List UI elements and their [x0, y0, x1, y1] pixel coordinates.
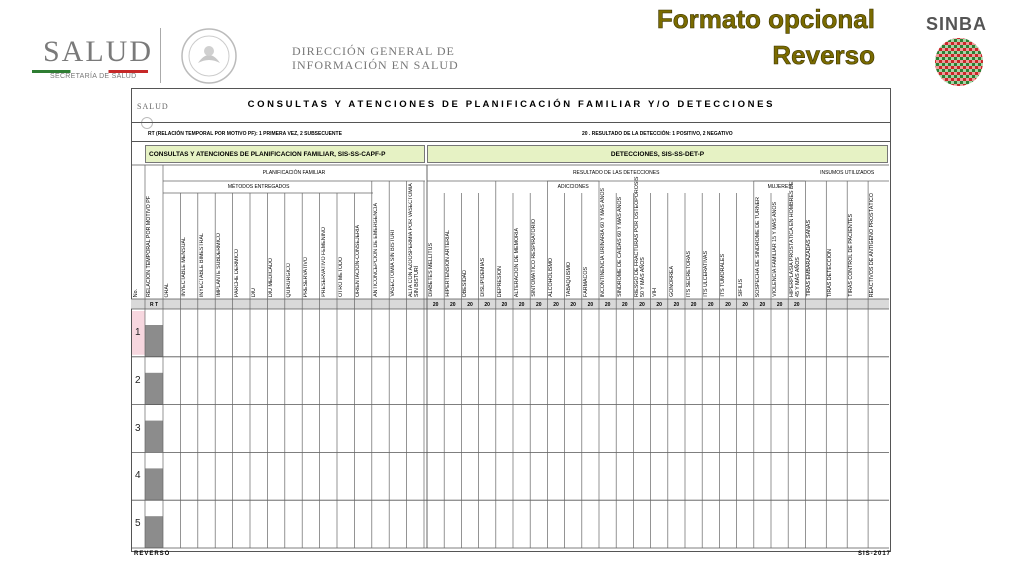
section-detecciones: DETECCIONES, SIS-SS-DET-P	[427, 145, 888, 163]
col-no: No.	[133, 288, 139, 297]
result-code: 20	[742, 302, 748, 308]
result-code: 20	[656, 302, 662, 308]
col-det: ALCOHOLISMO	[548, 258, 555, 297]
col-insumo: REACTIVOS DE ANTÍGENO PROSTÁTICO	[869, 192, 876, 297]
result-code: 20	[450, 302, 456, 308]
result-code: 20	[501, 302, 508, 308]
col-pf: PRESERVATIVO FEMENINO	[320, 227, 327, 297]
dgis-line-1: DIRECCIÓN GENERAL DE	[292, 44, 455, 58]
col-det: SÍNDROME DE CAÍDAS 60 Y MÁS AÑOS	[617, 197, 624, 297]
result-code: 20	[725, 302, 731, 308]
col-pf: INYECTABLE MENSUAL	[181, 237, 188, 297]
row-rt-shade	[145, 373, 163, 405]
col-pf: ANTICONCEPCIÓN DE EMERGENCIA	[372, 203, 379, 297]
col-det: DISLIPIDEMIAS	[479, 258, 486, 297]
footer-code: SIS-2017	[858, 551, 892, 557]
result-code: 20	[639, 302, 645, 308]
row-rt-shade	[145, 468, 163, 500]
col-pf: PRESERVATIVO	[303, 256, 310, 297]
col-det: HIPERPLASIA PROSTÁTICA EN HOMBRES DE 45 Y MÁS AÑOS	[789, 181, 802, 297]
col-det: ITS SECRETORAS	[686, 250, 692, 297]
salud-logo-text: SALUD	[43, 35, 154, 68]
col-det: DEPRESIÓN	[496, 265, 503, 297]
col-pf: DIU MEDICADO	[268, 257, 275, 297]
result-code: 20	[484, 302, 490, 308]
result-code: 20	[518, 302, 525, 308]
col-det: FÁRMACOS	[582, 266, 589, 297]
col-insumo: TIRAS EMBARAZADAS SANAS	[806, 220, 813, 297]
result-code: 20	[570, 302, 576, 308]
result-code: 20	[622, 302, 628, 308]
result-code: 20	[553, 302, 559, 308]
result-code: 20	[536, 302, 542, 308]
result-legend: 20 . RESULTADO DE LA DETECCIÓN: 1 POSITIVO, 2 NEGATIVO	[582, 131, 733, 137]
sinba-logo-text: SINBA	[926, 14, 988, 34]
col-det: ITS TUMORALES	[720, 254, 727, 297]
result-code: 20	[794, 302, 800, 308]
result-code: 20	[708, 302, 714, 308]
result-code: 20	[690, 302, 697, 308]
form-mini-logo-text: SALUD	[137, 102, 169, 111]
col-det: DIABETES MELLITUS	[428, 243, 434, 297]
col-det: ALTERACIÓN DE MEMORIA	[514, 227, 520, 297]
result-code: 20	[776, 302, 783, 308]
result-code: 20	[467, 302, 473, 308]
section-planificacion: CONSULTAS Y ATENCIONES DE PLANIFICACION FAMILIAR, SIS-SS-CAPF-P	[145, 145, 425, 163]
row-number: 5	[135, 518, 141, 530]
result-code: 20	[432, 302, 439, 308]
col-pf: VASECTOMÍA SIN BISTURÍ	[390, 230, 397, 297]
row-number: 3	[135, 422, 141, 434]
result-code: 20	[673, 302, 680, 308]
col-det: SOSPECHA DE SÍNDROME DE TURNER	[754, 196, 761, 297]
col-pf: ORIENTACIÓN-CONSEJERÍA	[355, 224, 362, 297]
rt-code: R T	[149, 302, 159, 308]
result-code: 20	[759, 302, 766, 308]
group-resultado: RESULTADO DE LAS DETECCIONES	[572, 170, 660, 176]
group-insumos: INSUMOS UTILIZADOS	[820, 170, 875, 176]
col-insumo: TIRAS CONTROL DE PACIENTES	[848, 214, 855, 297]
col-det: ITS ULCERATIVAS	[703, 251, 710, 297]
group-mujeres: MUJERES	[767, 184, 792, 190]
col-det: SINTOMÁTICO RESPIRATORIO	[531, 219, 538, 297]
reverse-title: Reverso	[772, 40, 875, 70]
result-code: 20	[604, 302, 611, 308]
salud-logo-subtitle: SECRETARÍA DE SALUD	[50, 73, 137, 80]
footer-reverso: REVERSO	[134, 551, 171, 557]
row-number: 4	[135, 470, 141, 482]
col-pf: QUIRÚRGICO	[285, 262, 292, 297]
col-det: OBESIDAD	[462, 269, 469, 297]
row-rt-shade	[145, 325, 163, 357]
row-rt-shade	[145, 421, 163, 453]
col-pf: PARCHE DÉRMICO	[233, 248, 240, 297]
group-planificacion: PLANIFICACIÓN FAMILIAR	[262, 170, 326, 176]
col-det: VIOLENCIA FAMILIAR 15 Y MÁS AÑOS	[772, 202, 778, 297]
col-pf: OTRO MÉTODO	[338, 257, 344, 297]
col-det: GONORREA	[668, 266, 675, 297]
col-pf: ORAL	[164, 282, 170, 297]
col-pf: ALTA CON AZOOSPERMIA POR VASECTOMÍA SIN BISTURÍ	[407, 183, 420, 297]
dgis-line-2: INFORMACIÓN EN SALUD	[292, 58, 459, 72]
col-pf: DIU	[251, 287, 257, 297]
col-det: VIH	[651, 288, 658, 297]
col-det: INCONTINENCIA URINARIA 60 Y MÁS AÑOS	[600, 187, 606, 297]
col-det: RIESGO DE FRACTURAS POR OSTEOPOROSIS 50 Y MÁS AÑOS	[634, 176, 647, 297]
col-det: TABAQUISMO	[565, 262, 572, 297]
result-code: 20	[587, 302, 594, 308]
col-det: SÍFILIS	[737, 279, 744, 297]
optional-format-title: Formato opcional	[656, 4, 875, 34]
col-insumo: TIRAS DETECCIÓN	[827, 248, 834, 297]
col-rt: RELACIÓN TEMPORAL POR MOTIVO PF	[146, 196, 152, 297]
row-rt-shade	[145, 516, 163, 548]
rt-legend: RT (RELACIÓN TEMPORAL POR MOTIVO PF): 1 PRIMERA VEZ, 2 SUBSECUENTE	[148, 131, 342, 137]
col-det: HIPERTENSIÓN ARTERIAL	[445, 230, 452, 297]
row-number: 1	[135, 327, 141, 338]
form-title: C O N S U L T A S Y A T E N C I O N E S D E P L A N I F I C A C I Ó N F A M I L I A R Y / O D E T E C C I O N E S	[247, 99, 773, 110]
col-pf: INYECTABLE BIMESTRAL	[198, 232, 205, 297]
group-adicciones: ADICCIONES	[557, 184, 589, 190]
row-number: 2	[135, 374, 141, 386]
group-metodos: MÉTODOS ENTREGADOS	[227, 184, 290, 190]
col-pf: IMPLANTE SUBDÉRMICO	[216, 233, 223, 297]
